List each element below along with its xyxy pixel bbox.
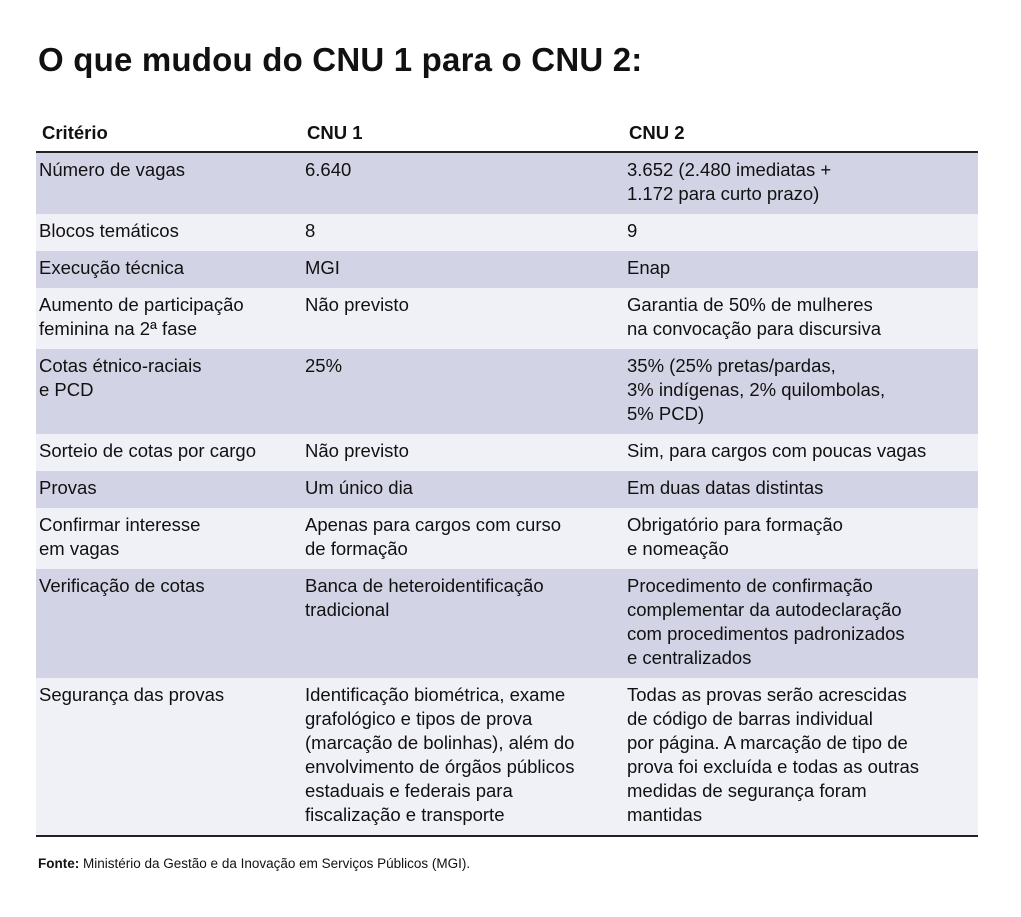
criterio-cell (36, 508, 302, 569)
cnu2-cell (624, 214, 978, 251)
cell-text: Cotas étnico-raciais e PCD (39, 355, 202, 400)
cnu1-cell (302, 569, 624, 678)
criterio-cell (36, 569, 302, 678)
cnu1-cell (302, 508, 624, 569)
table-row (36, 152, 978, 214)
criterio-cell (36, 214, 302, 251)
criterio-cell (36, 678, 302, 836)
cell-text: Obrigatório para formação e nomeação (627, 514, 843, 559)
table-row (36, 678, 978, 836)
table-row (36, 349, 978, 434)
cell-text: Blocos temáticos (39, 220, 179, 241)
header-cnu2: CNU 2 (624, 116, 978, 152)
criterio-cell (36, 152, 302, 214)
cell-text: Não previsto (305, 294, 409, 315)
table-row (36, 214, 978, 251)
cell-text: Provas (39, 477, 97, 498)
source-note (38, 855, 470, 873)
cnu1-cell (302, 251, 624, 288)
cnu2-cell (624, 569, 978, 678)
cell-text: Garantia de 50% de mulheres na convocação para discursiva (627, 294, 882, 339)
cell-text: Número de vagas (39, 159, 186, 180)
cell-text: Execução técnica (39, 257, 185, 278)
criterio-cell (36, 288, 302, 349)
cnu2-cell (624, 349, 978, 434)
comparison-table (36, 116, 978, 837)
cell-text: 9 (627, 220, 638, 241)
cell-text: Apenas para cargos com curso de formação (305, 514, 562, 559)
cell-text: 3.652 (2.480 imediatas + 1.172 para curto prazo) (627, 159, 832, 204)
cnu1-cell (302, 678, 624, 836)
cnu2-cell (624, 508, 978, 569)
cnu1-cell (302, 434, 624, 471)
cell-text: Procedimento de confirmação complementar da autodeclaração com procedimentos padronizados e centralizados (627, 575, 905, 668)
page-title: O que mudou do CNU 1 para o CNU 2: (38, 41, 643, 78)
cell-text: Sim, para cargos com poucas vagas (627, 440, 927, 461)
cell-text: 8 (305, 220, 316, 241)
table-row (36, 569, 978, 678)
cell-text: Não previsto (305, 440, 409, 461)
cell-text: Enap (627, 257, 671, 278)
cnu2-cell (624, 152, 978, 214)
source-label: Fonte: (38, 856, 80, 871)
cell-text: 6.640 (305, 159, 352, 180)
cell-text: Aumento de participação feminina na 2ª fase (39, 294, 244, 339)
header-cnu1: CNU 1 (302, 116, 624, 152)
cell-text: 25% (305, 355, 343, 376)
cnu2-cell (624, 251, 978, 288)
cell-text: Sorteio de cotas por cargo (39, 440, 256, 461)
cnu1-cell (302, 471, 624, 508)
cnu1-cell (302, 214, 624, 251)
table-row (36, 471, 978, 508)
cell-text: Todas as provas serão acrescidas de código de barras individual por página. A marcação de tipo de prova foi excluída e todas as outras medidas de segurança foram mantidas (627, 684, 920, 825)
cnu2-cell (624, 434, 978, 471)
cell-text: Identificação biométrica, exame grafológico e tipos de prova (marcação de bolinhas), além do envolvimento de órgãos públicos estaduais e federais para fiscalização e transporte (305, 684, 575, 825)
cnu1-cell (302, 349, 624, 434)
criterio-cell (36, 349, 302, 434)
cnu2-cell (624, 678, 978, 836)
cell-text: Verificação de cotas (39, 575, 205, 596)
criterio-cell (36, 434, 302, 471)
cell-text: 35% (25% pretas/pardas, 3% indígenas, 2% quilombolas, 5% PCD) (627, 355, 886, 424)
cnu1-cell (302, 152, 624, 214)
header-criterio: Critério (36, 116, 302, 152)
table-header-row (36, 116, 978, 152)
criterio-cell (36, 251, 302, 288)
cell-text: Um único dia (305, 477, 413, 498)
cell-text: Confirmar interesse em vagas (39, 514, 201, 559)
cnu2-cell (624, 471, 978, 508)
table-row (36, 288, 978, 349)
cnu1-cell (302, 288, 624, 349)
cell-text: MGI (305, 257, 340, 278)
table-row (36, 508, 978, 569)
table-row (36, 251, 978, 288)
criterio-cell (36, 471, 302, 508)
cell-text: Em duas datas distintas (627, 477, 824, 498)
source-text: Ministério da Gestão e da Inovação em Serviços Públicos (MGI). (79, 856, 471, 871)
cnu2-cell (624, 288, 978, 349)
cell-text: Banca de heteroidentificação tradicional (305, 575, 544, 620)
table-row (36, 434, 978, 471)
cell-text: Segurança das provas (39, 684, 225, 705)
